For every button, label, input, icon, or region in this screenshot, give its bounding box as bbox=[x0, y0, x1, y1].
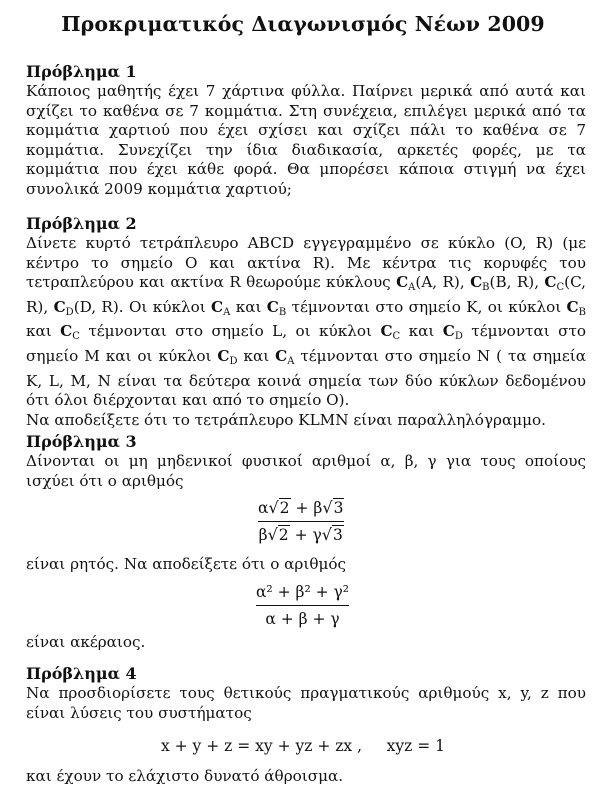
circle-symbol: C bbox=[442, 322, 455, 341]
fraction-squares-denominator: α + β + γ bbox=[265, 610, 340, 629]
problem-2-text-part: και bbox=[237, 346, 276, 365]
problem-2 bbox=[26, 214, 586, 430]
problem-4-text: Να προσδιορίσετε τους θετικούς πραγματικούς αριθμούς x, y, z που είναι λύσεις του συστήματος bbox=[26, 684, 586, 722]
circle-subscript: A bbox=[408, 282, 416, 294]
circle-subscript: B bbox=[578, 306, 586, 318]
circle-subscript: C bbox=[556, 282, 565, 294]
problem-2-text-part: τέμνονται στο σημείο K, οι κύκλοι bbox=[286, 297, 567, 316]
problem-2-text-part: και bbox=[230, 297, 267, 316]
problem-3-middle-text: είναι ρητός. Να αποδείξετε ότι ο αριθμός bbox=[26, 555, 346, 573]
circle-symbol: C bbox=[566, 297, 579, 316]
problem-2-task: Να αποδείξετε ότι το τετράπλευρο KLMN είναι παραλληλόγραμμο. bbox=[26, 410, 546, 429]
fraction-radicals-numerator bbox=[258, 496, 344, 520]
problem-2-heading: Πρόβλημα 2 bbox=[26, 214, 137, 233]
circle-symbol: C bbox=[211, 297, 224, 316]
problem-2-text-part: και bbox=[26, 322, 61, 341]
problem-1 bbox=[26, 62, 586, 200]
sqrt: √3 bbox=[321, 525, 343, 545]
problem-1-text: Κάποιος μαθητής έχει 7 χάρτινα φύλλα. Παίρνει μερικά από αυτά και σχίζει το καθένα σε 7 κομμάτια. Στη συνέχεια, επιλέγει μερικά από τα κομμάτια χαρτιού που έχει σχίσει και σχίζει πάλι το καθένα σε 7 κομμάτια. Συνεχίζει την ίδια διαδικασία, αρκετές φορές, με τα κομμάτια που έχει κάθε φορά. Θα μπορέσει κάποια στιγμή να έχει συνολικά 2009 κομμάτια χαρτιού; bbox=[26, 82, 586, 198]
circle-b-def: (B, R) bbox=[489, 273, 535, 292]
sqrt: √2 bbox=[267, 525, 289, 545]
circle-subscript: B bbox=[278, 306, 287, 318]
circle-c-def: (C, R) bbox=[26, 273, 587, 316]
math-var: α bbox=[258, 499, 269, 517]
fraction-bar bbox=[256, 605, 349, 606]
problem-2-text-part: Δίνετε κυρτό τετράπλευρο ABCD εγγεγραμμένο σε κύκλο (O, R) (με κέντρο το σημείο O και ακτίνα R). Με κέντρα τις κορυφές του τετραπλεύρου και ακτίνα R θεωρούμε κύκλους bbox=[26, 234, 586, 292]
problem-3-text: Δίνονται οι μη μηδενικοί φυσικοί αριθμοί α, β, γ για τους οποίους ισχύει ότι ο αριθμός bbox=[26, 452, 586, 490]
problem-3-heading: Πρόβλημα 3 bbox=[26, 432, 137, 451]
sqrt: √2 bbox=[268, 498, 290, 517]
circle-symbol: C bbox=[544, 273, 557, 292]
problem-3 bbox=[26, 432, 586, 491]
circle-a-def: (A, R) bbox=[415, 273, 460, 292]
circle-symbol: C bbox=[275, 346, 288, 365]
circle-subscript: A bbox=[223, 306, 231, 318]
circle-subscript: D bbox=[454, 331, 463, 343]
fraction-squares bbox=[256, 580, 349, 631]
sqrt: √3 bbox=[322, 498, 344, 517]
circle-symbol: C bbox=[396, 273, 409, 292]
math-term: + γ bbox=[289, 526, 322, 545]
fraction-radicals bbox=[258, 496, 344, 547]
sqrt-arg: 3 bbox=[332, 526, 343, 545]
fraction-squares-numerator: α² + β² + γ² bbox=[256, 583, 350, 601]
problem-4-conclusion: και έχουν το ελάχιστο δυνατό άθροισμα. bbox=[26, 767, 344, 785]
circle-subscript: C bbox=[72, 331, 80, 343]
circle-subscript: C bbox=[392, 331, 401, 343]
problem-2-text-part: τέμνονται στο σημείο M και οι κύκλοι bbox=[26, 322, 587, 365]
fraction-bar bbox=[258, 521, 344, 522]
problem-2-text-part: . Οι κύκλοι bbox=[118, 297, 212, 316]
problem-2-text: Δίνετε κυρτό τετράπλευρο ABCD εγγεγραμμένο σε κύκλο (O, R) (με κέντρο το σημείο O και ακτίνα R). Με κέντρα τις κορυφές του τετραπλεύρου και ακτίνα R θεωρούμε κύκλους $C_A(A$, R), $C_B(B$, R), $C_C(C$, R), $C_D(D$, R). Οι κύκλοι $C_A$ και $C_B$ τέμνονται στο σημείο K, οι κύκλοι $C_B$ και $C_C$ τέμνονται στο σημείο L, οι κύκλοι $C_C$ και $C_D$ τέμνονται στο σημείο M και οι κύκλοι $C_D$ και $C_A$ τέμνονται στο σημείο N ( τα σημεία K, L, M, N είναι τα δεύτερα κοινά σημεία των δύο κύκλων δεδομένου ότι όλοι διέρχονται και από το σημείο O). bbox=[26, 234, 587, 410]
problem-2-text-part: τέμνονται στο σημείο N ( τα σημεία K, L, M, N είναι τα δεύτερα κοινά σημεία των δύο κύκλων δεδομένου ότι όλοι διέρχονται και από το σημείο O). bbox=[26, 346, 586, 410]
circle-subscript: A bbox=[287, 355, 295, 367]
problem-1-heading: Πρόβλημα 1 bbox=[26, 62, 137, 81]
sqrt-arg: 3 bbox=[333, 499, 344, 517]
circle-symbol: C bbox=[60, 322, 73, 341]
math-var: β bbox=[258, 526, 268, 545]
circle-d-def: (D, R) bbox=[73, 297, 119, 316]
sqrt-arg: 2 bbox=[278, 526, 289, 545]
circle-subscript: D bbox=[65, 306, 74, 318]
sqrt-arg: 2 bbox=[279, 499, 290, 517]
problem-4-heading: Πρόβλημα 4 bbox=[26, 664, 137, 683]
problem-2-text-part: τέμνονται στο σημείο L, οι κύκλοι bbox=[79, 322, 381, 341]
circle-symbol: C bbox=[217, 346, 230, 365]
circle-symbol: C bbox=[470, 273, 483, 292]
circle-symbol: C bbox=[53, 297, 66, 316]
problem-4 bbox=[26, 664, 586, 723]
circle-subscript: D bbox=[229, 355, 238, 367]
system-equation: x + y + z = xy + yz + zx , xyz = 1 bbox=[160, 737, 446, 755]
document-title: Προκριματικός Διαγωνισμός Νέων 2009 bbox=[61, 12, 545, 36]
fraction-radicals-denominator bbox=[259, 523, 344, 547]
problem-3-conclusion: είναι ακέραιος. bbox=[26, 633, 146, 651]
problem-2-text-part: και bbox=[400, 322, 443, 341]
circle-subscript: B bbox=[482, 282, 490, 294]
circle-symbol: C bbox=[380, 322, 393, 341]
circle-symbol: C bbox=[266, 297, 279, 316]
math-term: + β bbox=[290, 499, 323, 517]
